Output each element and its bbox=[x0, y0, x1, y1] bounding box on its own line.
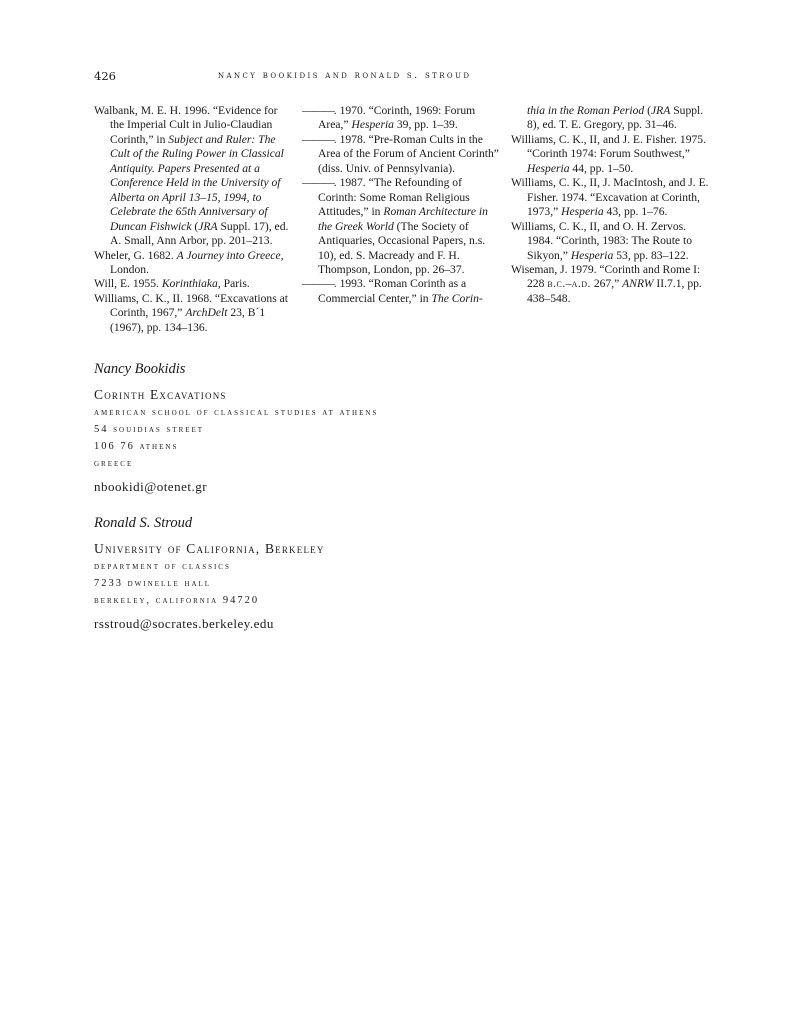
author-email[interactable]: rsstroud@socrates.berkeley.edu bbox=[94, 616, 274, 631]
author-address-stroud bbox=[94, 515, 514, 632]
author-institution: Corinth Excavations bbox=[94, 387, 227, 402]
author-address-bookidis bbox=[94, 361, 514, 495]
author-name: Ronald S. Stroud bbox=[94, 515, 193, 531]
bib-entry-williams-fisher: Williams, C. K., II, and J. E. Fisher. 1975. “Corinth 1974: Forum Southwest,” Hesperia 44, pp. 1–50. bbox=[511, 132, 707, 175]
author-institution: University of California, Berkeley bbox=[94, 541, 325, 556]
bib-entry-williams-1978: ———. 1978. “Pre-Roman Cults in the Area of the Forum of Ancient Corinth” (diss. Univ. of Pennsylvania). bbox=[302, 132, 499, 175]
page-number: 426 bbox=[94, 69, 116, 83]
bib-entry-williams-1987: ———. 1987. “The Refounding of Corinth: Some Roman Religious Attitudes,” in Roman Architecture in the Greek World (The Society of Antiquaries, Occasional Papers, n.s. 10), ed. S. Macready and F. H. Thompson, London, pp. 26–37. bbox=[302, 176, 488, 276]
bib-entry-walbank: Walbank, M. E. H. 1996. “Evidence for the Imperial Cult in Julio-Claudian Corinth,” in Subject and Ruler: The Cult of the Ruling Power in Classical Antiquity. Papers Presented at a Conference Held in the University of Alberta on April 13–15, 1994, to Celebrate the 65th Anniversary of Duncan Fishwick (JRA Suppl. 17), ed. A. Small, Ann Arbor, pp. 201–213. bbox=[94, 104, 289, 248]
bib-entry-wiseman: Wiseman, J. 1979. “Corinth and Rome I: 228 b.c.–a.d. 267,” ANRW II.7.1, pp. 438–548. bbox=[511, 262, 702, 305]
bibliography-column-1 bbox=[94, 104, 294, 335]
bibliography-column-2 bbox=[302, 104, 502, 306]
bib-entry-williams-1993-continued: thia in the Roman Period (JRA Suppl. 8), ed. T. E. Gregory, pp. 31–46. bbox=[527, 104, 704, 132]
address-line: greece bbox=[94, 458, 134, 469]
address-line: 106 76 athens bbox=[94, 441, 179, 452]
bibliography-column-3 bbox=[511, 104, 711, 306]
running-head bbox=[94, 69, 504, 85]
address-line: 7233 dwinelle hall bbox=[94, 578, 212, 589]
bib-entry-williams-1970: ———. 1970. “Corinth, 1969: Forum Area,” Hesperia 39, pp. 1–39. bbox=[302, 104, 476, 132]
author-name: Nancy Bookidis bbox=[94, 361, 186, 377]
address-line: department of classics bbox=[94, 561, 231, 572]
bib-entry-williams-macintosh-fisher: Williams, C. K., II, J. MacIntosh, and J. E. Fisher. 1974. “Excavation at Corinth, 1973,” Hesperia 43, pp. 1–76. bbox=[511, 176, 709, 219]
bib-entry-williams-1968: Williams, C. K., II. 1968. “Excavations at Corinth, 1967,” ArchDelt 23, B´1 (1967), pp. 134–136. bbox=[94, 291, 289, 334]
address-line: american school of classical studies at athens bbox=[94, 407, 379, 418]
address-line: berkeley, california 94720 bbox=[94, 595, 260, 606]
running-head-authors: nancy bookidis and ronald s. stroud bbox=[218, 70, 472, 81]
author-email[interactable]: nbookidi@otenet.gr bbox=[94, 479, 208, 494]
bib-entry-wheler: Wheler, G. 1682. A Journey into Greece, London. bbox=[94, 248, 284, 276]
bib-entry-williams-zervos: Williams, C. K., II, and O. H. Zervos. 1984. “Corinth, 1983: The Route to Sikyon,” Hesperia 53, pp. 83–122. bbox=[511, 219, 692, 262]
address-line: 54 souidias street bbox=[94, 424, 205, 435]
bib-entry-will: Will, E. 1955. Korinthiaka, Paris. bbox=[94, 277, 250, 291]
bib-entry-williams-1993: ———. 1993. “Roman Corinth as a Commercial Center,” in The Corin- bbox=[302, 277, 483, 305]
